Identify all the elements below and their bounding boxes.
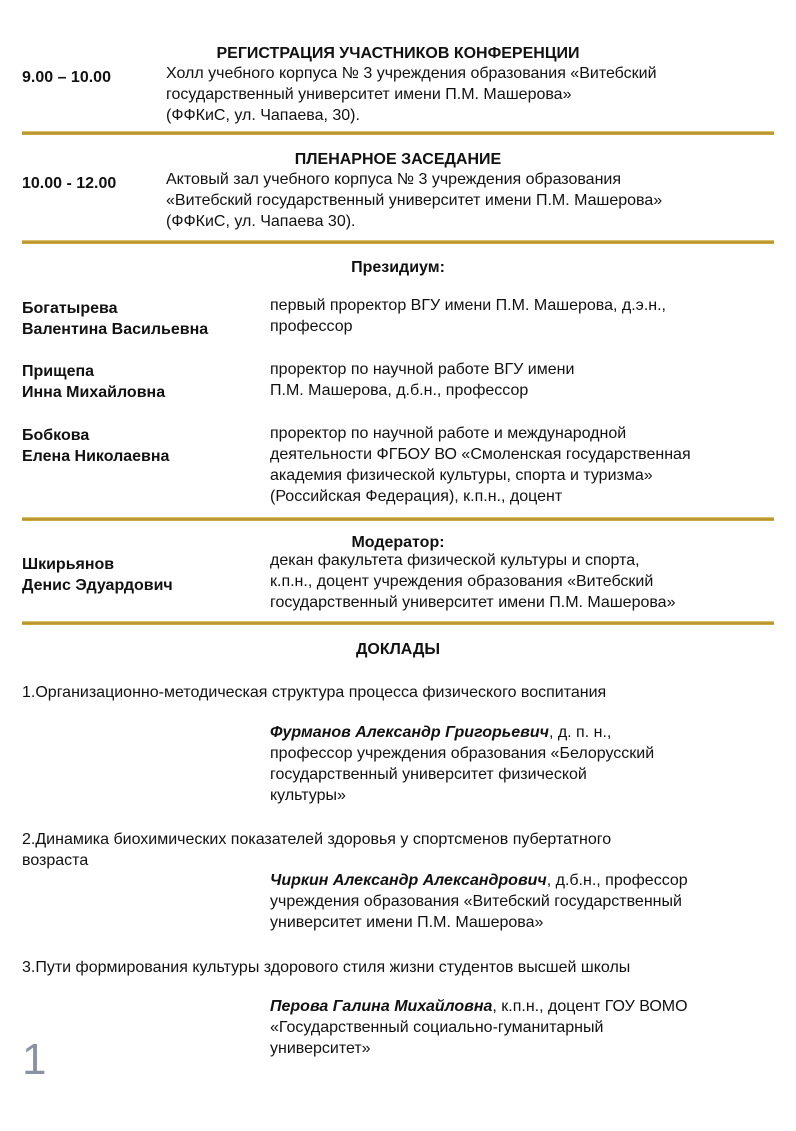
- presidium-member-name: [22, 298, 208, 340]
- role-line: профессор: [270, 318, 353, 335]
- report-topic: [22, 829, 611, 871]
- presidium-member-name: [22, 361, 165, 403]
- divider-rule: [22, 131, 774, 135]
- report-topic-line: 2.Динамика биохимических показателей здоровья у спортсменов пубертатного: [22, 831, 612, 848]
- plenary-location-line: «Витебский государственный университет имени П.М. Машерова»: [166, 192, 663, 209]
- presidium-member-role: [270, 359, 574, 401]
- registration-time: 9.00 – 10.00: [22, 69, 111, 86]
- registration-location: [166, 63, 657, 126]
- presidium-title: Президиум:: [351, 259, 445, 276]
- speaker-info-line: профессор учреждения образования «Белорусский: [270, 745, 655, 762]
- speaker-info-line: государственный университет физической: [270, 766, 587, 783]
- plenary-location-line: (ФФКиС, ул. Чапаева 30).: [166, 213, 356, 230]
- plenary-location: [166, 169, 662, 232]
- speaker-first-line: [270, 870, 688, 891]
- registration-location-line: государственный университет имени П.М. Машерова»: [166, 86, 572, 103]
- speaker-first-line: [270, 996, 688, 1017]
- report-speaker: [270, 996, 688, 1059]
- report-speaker: [270, 722, 654, 806]
- moderator-surname: Шкирьянов: [22, 556, 115, 573]
- member-given-names: Елена Николаевна: [22, 448, 170, 465]
- role-line: государственный университет имени П.М. Машерова»: [270, 594, 676, 611]
- role-line: декан факультета физической культуры и спорта,: [270, 552, 640, 569]
- presidium-member-name: [22, 425, 169, 467]
- speaker-info-line: культуры»: [270, 787, 346, 804]
- registration-location-line: Холл учебного корпуса № 3 учреждения образования «Витебский: [166, 65, 657, 82]
- report-speaker: [270, 870, 688, 933]
- plenary-location-line: Актовый зал учебного корпуса № 3 учреждения образования: [166, 171, 621, 188]
- report-topic: [22, 957, 630, 978]
- report-topic-line: возраста: [22, 852, 89, 869]
- member-surname: Прищепа: [22, 363, 95, 380]
- plenary-title: ПЛЕНАРНОЕ ЗАСЕДАНИЕ: [294, 151, 502, 168]
- role-line: П.М. Машерова, д.б.н., профессор: [270, 382, 529, 399]
- role-line: (Российская Федерация), к.п.н., доцент: [270, 488, 563, 505]
- role-line: первый проректор ВГУ имени П.М. Машерова, д.э.н.,: [270, 297, 666, 314]
- divider-rule: [22, 517, 774, 521]
- speaker-info-line: учреждения образования «Витебский государственный: [270, 893, 682, 910]
- speaker-info: , д. п. н.,: [548, 724, 612, 741]
- speaker-info: , д.б.н., профессор: [546, 872, 688, 889]
- presidium-member-role: [270, 295, 666, 337]
- role-line: деятельности ФГБОУ ВО «Смоленская государственная: [270, 446, 691, 463]
- divider-rule: [22, 240, 774, 244]
- speaker-info-line: «Государственный социально-гуманитарный: [270, 1019, 604, 1036]
- registration-title: РЕГИСТРАЦИЯ УЧАСТНИКОВ КОНФЕРЕНЦИИ: [216, 45, 580, 62]
- moderator-title: Модератор:: [351, 534, 445, 551]
- speaker-info-line: университет»: [270, 1040, 371, 1057]
- plenary-time: 10.00 - 12.00: [22, 175, 117, 192]
- speaker-name: Фурманов Александр Григорьевич: [270, 724, 549, 741]
- report-topic-line: 3.Пути формирования культуры здорового стиля жизни студентов высшей школы: [22, 959, 631, 976]
- presidium-member-role: [270, 423, 691, 507]
- speaker-info-line: университет имени П.М. Машерова»: [270, 914, 544, 931]
- speaker-name: Перова Галина Михайловна: [270, 998, 493, 1015]
- reports-title: ДОКЛАДЫ: [355, 641, 441, 658]
- page-number: 1: [22, 1035, 47, 1084]
- role-line: академия физической культуры, спорта и туризма»: [270, 467, 653, 484]
- role-line: проректор по научной работе ВГУ имени: [270, 361, 575, 378]
- registration-location-line: (ФФКиС, ул. Чапаева, 30).: [166, 107, 360, 124]
- report-topic: [22, 682, 606, 703]
- member-surname: Бобкова: [22, 427, 90, 444]
- moderator-given-names: Денис Эдуардович: [22, 577, 173, 594]
- moderator-name: [22, 554, 173, 596]
- member-surname: Богатырева: [22, 300, 118, 317]
- speaker-name: Чиркин Александр Александрович: [270, 872, 547, 889]
- speaker-first-line: [270, 722, 654, 743]
- member-given-names: Валентина Васильевна: [22, 321, 209, 338]
- role-line: проректор по научной работе и международной: [270, 425, 627, 442]
- role-line: к.п.н., доцент учреждения образования «Витебский: [270, 573, 654, 590]
- member-given-names: Инна Михайловна: [22, 384, 166, 401]
- report-topic-line: 1.Организационно-методическая структура процесса физического воспитания: [22, 684, 607, 701]
- speaker-info: , к.п.н., доцент ГОУ ВОМО: [492, 998, 688, 1015]
- divider-rule: [22, 621, 774, 625]
- moderator-role: [270, 550, 675, 613]
